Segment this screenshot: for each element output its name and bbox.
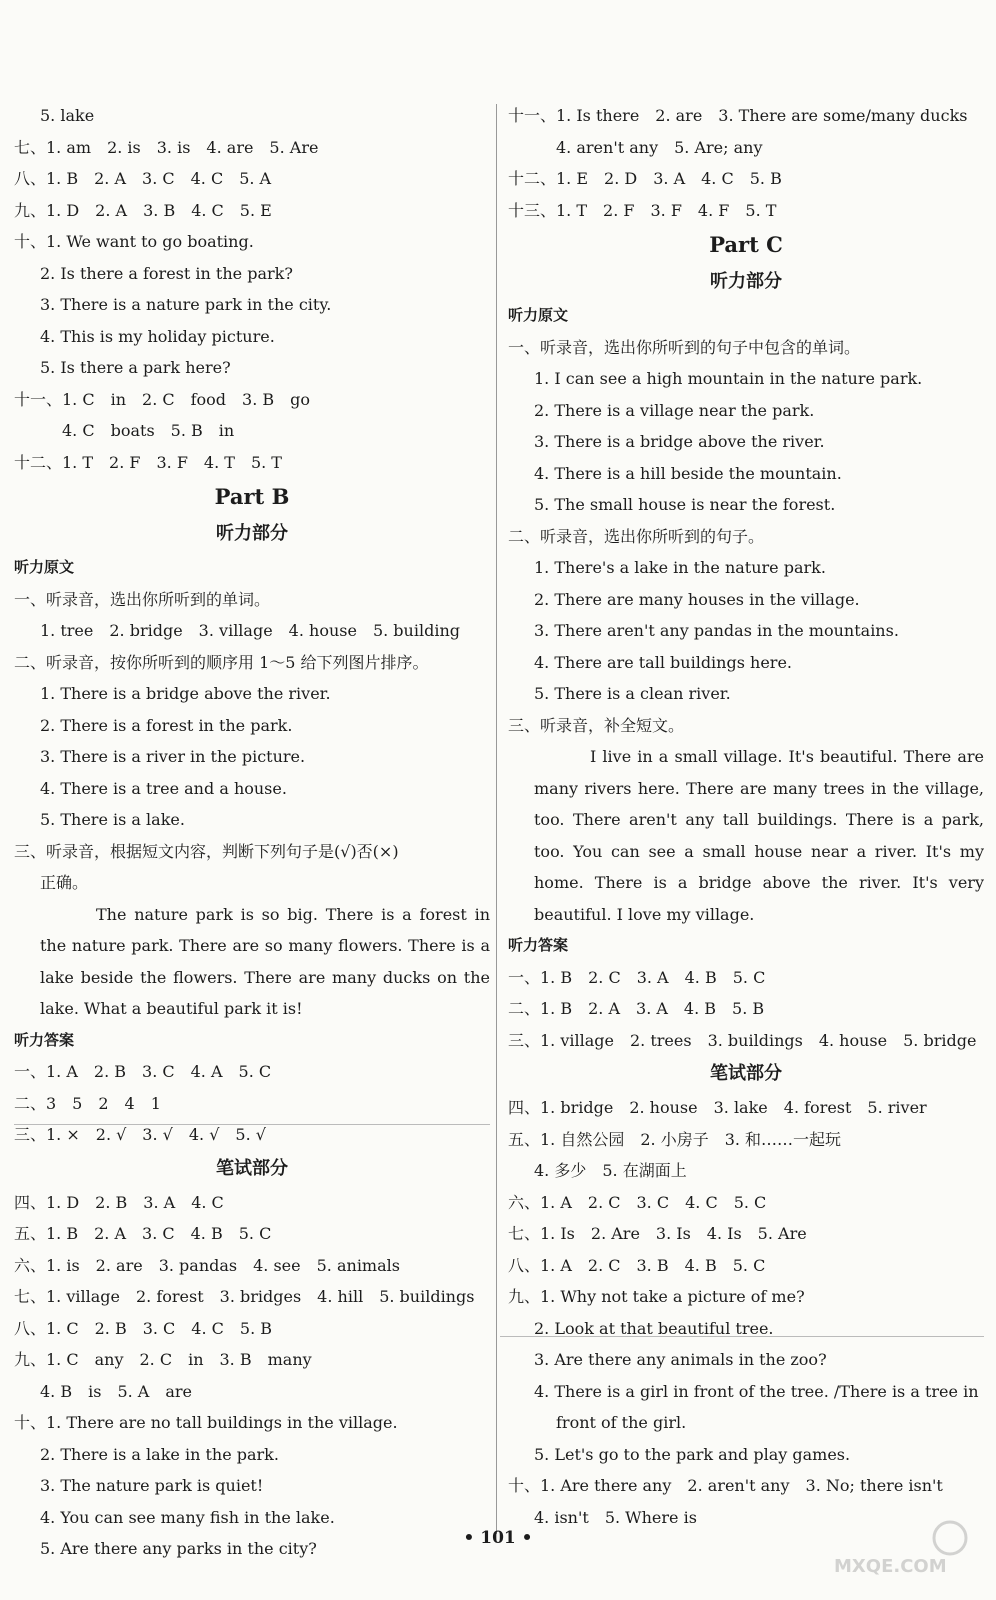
right-text-line: 三、1. village 2. trees 3. buildings 4. house 5. bridge (508, 1030, 977, 1050)
right-text-line: 十二、1. E 2. D 3. A 4. C 5. B (508, 169, 782, 188)
right-column (508, 100, 984, 1533)
right-text-line: 4. isn't 5. Where is (534, 1507, 697, 1527)
right-text-line: 4. There is a hill beside the mountain. (534, 463, 842, 483)
right-text-line: 八、1. A 2. C 3. B 4. B 5. C (508, 1255, 766, 1275)
left-text-line: 十二、1. T 2. F 3. F 4. T 5. T (14, 452, 282, 472)
left-text-line: 九、1. D 2. A 3. B 4. C 5. E (14, 200, 272, 220)
right-text-line: 七、1. Is 2. Are 3. Is 4. Is 5. Are (508, 1224, 807, 1243)
left-text-line: 六、1. is 2. are 3. pandas 4. see 5. animals (14, 1255, 400, 1275)
left-text-line: 3. There is a nature park in the city. (40, 295, 332, 314)
left-part-heading: Part B (214, 484, 290, 509)
right-text-line: 五、1. 自然公园 2. 小房子 3. 和……一起玩 (508, 1129, 842, 1149)
left-text-line: 4. C boats 5. B in (62, 421, 235, 440)
right-text-line: 4. aren't any 5. Are; any (556, 137, 763, 157)
column-divider (496, 104, 497, 1534)
left-text-line: 七、1. am 2. is 3. is 4. are 5. Are (14, 137, 319, 157)
right-part-heading: Part C (709, 232, 783, 257)
left-text-line: 十、1. There are no tall buildings in the village. (14, 1413, 398, 1432)
left-text-line: 三、1. × 2. √ 3. √ 4. √ 5. √ (14, 1125, 266, 1144)
left-subheading: 听力原文 (14, 558, 75, 576)
right-text-line: 5. Let's go to the park and play games. (534, 1444, 851, 1464)
right-text-line: 十一、1. Is there 2. are 3. There are some/many ducks (508, 106, 968, 125)
left-text-line: 1. tree 2. bridge 3. village 4. house 5. building (40, 621, 460, 640)
left-text-line: 七、1. village 2. forest 3. bridges 4. hill 5. buildings (14, 1287, 475, 1306)
left-text-line: 4. There is a tree and a house. (40, 778, 287, 798)
left-subheading: 听力答案 (14, 1030, 75, 1049)
right-text-line: 二、听录音，选出你所听到的句子。 (508, 526, 765, 546)
left-column (14, 100, 490, 1565)
right-paragraph: I live in a small village. It's beautiful. There are many rivers here. There are many trees in the village, too. There aren't any tall buildings. There is a park, too. You can see a small house near a river. It's my home. There is a bridge above the river. It's very beautiful. I love my village. (534, 747, 984, 924)
right-text-line: 九、1. Why not take a picture of me? (508, 1287, 805, 1306)
page-number: • 101 • (463, 1528, 533, 1548)
right-subheading: 听力原文 (508, 306, 569, 324)
right-text-line: 1. I can see a high mountain in the nature park. (534, 369, 923, 388)
left-text-line: 十一、1. C in 2. C food 3. B go (14, 389, 311, 409)
left-text-line: 5. Are there any parks in the city? (40, 1539, 317, 1558)
left-text-line: 5. lake (40, 106, 95, 125)
left-section-heading: 笔试部分 (216, 1157, 288, 1179)
left-section-heading: 听力部分 (216, 523, 288, 544)
watermark-text: MXQE.COM (834, 1556, 947, 1577)
left-text-line: 4. B is 5. A are (40, 1381, 193, 1401)
right-text-line: 5. The small house is near the forest. (534, 495, 836, 514)
right-text-line: 一、1. B 2. C 3. A 4. B 5. C (508, 967, 766, 987)
right-text-line: 1. There's a lake in the nature park. (534, 558, 826, 577)
right-text-line: 十三、1. T 2. F 3. F 4. F 5. T (508, 200, 777, 220)
left-text-line: 九、1. C any 2. C in 3. B many (14, 1350, 312, 1369)
right-text-line: 2. There is a village near the park. (534, 400, 815, 420)
right-section-heading: 笔试部分 (710, 1063, 782, 1084)
left-text-line: 3. The nature park is quiet! (40, 1476, 264, 1495)
right-text-line: 2. Look at that beautiful tree. (534, 1318, 774, 1338)
right-text-line: 4. There are tall buildings here. (534, 652, 792, 672)
left-text-line: 四、1. D 2. B 3. A 4. C (14, 1192, 224, 1212)
left-text-line: 二、听录音，按你所听到的顺序用 1～5 给下列图片排序。 (14, 652, 429, 672)
left-text-line: 2. Is there a forest in the park? (40, 263, 293, 283)
left-text-line: 正确。 (40, 873, 89, 892)
left-text-line: 3. There is a river in the picture. (40, 747, 306, 766)
left-text-line: 1. There is a bridge above the river. (40, 684, 331, 703)
left-text-line: 一、1. A 2. B 3. C 4. A 5. C (14, 1062, 272, 1081)
right-text-line: 3. Are there any animals in the zoo? (534, 1350, 827, 1369)
left-paragraph: The nature park is so big. There is a forest in the nature park. There are so many flowers. There is a lake beside the flowers. There are many ducks on the lake. What a beautiful park it is! (40, 904, 490, 1018)
right-text-line: 5. There is a clean river. (534, 684, 731, 703)
right-text-line: 二、1. B 2. A 3. A 4. B 5. B (508, 999, 765, 1018)
left-text-line: 五、1. B 2. A 3. C 4. B 5. C (14, 1224, 272, 1243)
right-text-line: 一、听录音，选出你所听到的句子中包含的单词。 (508, 337, 861, 357)
watermark-logo (826, 1516, 976, 1580)
right-subheading: 听力答案 (508, 936, 569, 954)
right-text-line: front of the girl. (556, 1413, 687, 1432)
right-text-line: 3. There aren't any pandas in the mountains. (534, 621, 899, 640)
right-text-line: 四、1. bridge 2. house 3. lake 4. forest 5. river (508, 1098, 927, 1117)
right-section-heading: 听力部分 (710, 271, 782, 292)
left-text-line: 八、1. C 2. B 3. C 4. C 5. B (14, 1318, 273, 1338)
right-text-line: 六、1. A 2. C 3. C 4. C 5. C (508, 1192, 767, 1212)
right-text-line: 3. There is a bridge above the river. (534, 432, 825, 451)
left-text-line: 三、听录音，根据短文内容，判断下列句子是(√)否(×) (14, 841, 399, 861)
right-text-line: 十、1. Are there any 2. aren't any 3. No; there isn't (508, 1476, 943, 1495)
left-text-line: 2. There is a lake in the park. (40, 1444, 279, 1464)
right-text-line: 三、听录音，补全短文。 (508, 715, 685, 735)
left-text-line: 十、1. We want to go boating. (14, 232, 254, 251)
watermark-icon (826, 1516, 976, 1580)
left-text-line: 一、听录音，选出你所听到的单词。 (14, 589, 271, 609)
left-text-line: 5. There is a lake. (40, 810, 185, 829)
left-text-line: 2. There is a forest in the park. (40, 715, 293, 735)
left-text-line: 4. This is my holiday picture. (40, 326, 275, 346)
right-text-line: 2. There are many houses in the village. (534, 589, 860, 609)
left-text-line: 5. Is there a park here? (40, 358, 231, 377)
left-text-line: 4. You can see many fish in the lake. (40, 1507, 335, 1527)
right-text-line: 4. There is a girl in front of the tree. /There is a tree in (534, 1381, 979, 1401)
left-text-line: 八、1. B 2. A 3. C 4. C 5. A (14, 169, 272, 188)
right-text-line: 4. 多少 5. 在湖面上 (534, 1161, 687, 1180)
left-text-line: 二、3 5 2 4 1 (14, 1093, 161, 1113)
